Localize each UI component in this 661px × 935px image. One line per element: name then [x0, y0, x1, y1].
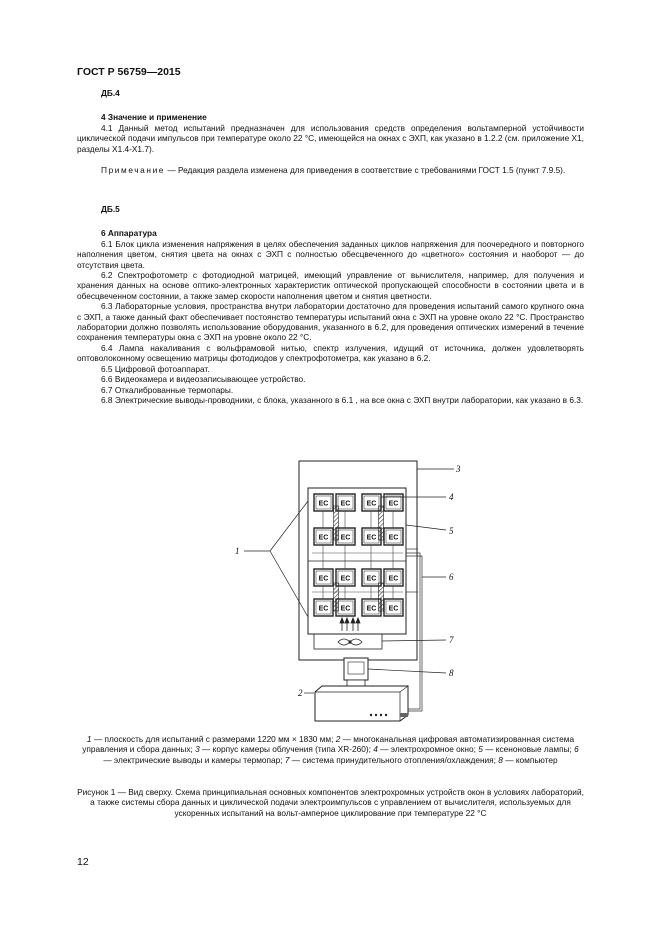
ec-window [384, 494, 403, 511]
data-acquisition-unit [315, 686, 408, 721]
ec-label: EC [366, 605, 377, 613]
ec-label: EC [340, 605, 351, 613]
callout-4: 4 [449, 492, 454, 502]
ec-label: EC [340, 575, 351, 583]
section-db4 [77, 88, 584, 175]
ec-label: EC [340, 534, 351, 542]
ec-label: EC [318, 605, 329, 613]
ec-label: EC [318, 534, 329, 542]
callout-8: 8 [449, 668, 454, 678]
ec-window [336, 528, 355, 545]
paragraph: 4.1 Данный метод испытаний предназначен для использования средств определения вольтамперной устойчивости циклической подачи импульсов при температуре около 22 °С, имеющейся на окнах с ЭХП, как указано в 1.2.2 (см. приложение X1, разделы X1.4-X1.7). [77, 122, 584, 154]
ec-window [362, 528, 381, 545]
section-code: ДБ.4 [101, 88, 120, 98]
legend-text: — корпус камеры облучения (типа XR-260); [199, 744, 374, 755]
ec-label: EC [340, 500, 351, 508]
figure-legend [77, 734, 584, 765]
paragraph-6-7: 6.7 Откалиброванные термопары. [101, 384, 234, 395]
note [77, 165, 584, 175]
paragraph-6-1: 6.1 Блок цикла изменения напряжения в целях обеспечения заданных циклов напряжения для поочередного и повторного наполнения цветом, снятия цвета на окнах с ЭХП с полностью обесцвеченного до «цветного» состояния и наоборот — до отсутствия цвета. [77, 238, 584, 270]
ec-window [336, 599, 355, 616]
paragraph-6-8: 6.8 Электрические выводы-проводники, с блока, указанного в 6.1 , на все окна с ЭХП внутри лаборатории, как указано в 6.3. [101, 394, 584, 405]
section-heading: 6 Аппаратура [101, 228, 157, 239]
ec-label: EC [388, 534, 399, 542]
ec-window [314, 599, 333, 616]
airflow-arrows [340, 618, 360, 631]
legend-text: — система принудительного отопления/охлаждения; [289, 754, 499, 765]
legend-text: — многоканальная цифровая автоматизированная система управления и сбора данных; [82, 734, 575, 755]
legend-text: — электрохромное окно; [377, 744, 479, 755]
ec-label: EC [388, 500, 399, 508]
page-number: 12 [77, 856, 89, 868]
legend-num: 5 [478, 744, 483, 755]
ec-window [314, 494, 333, 511]
paragraph-6-6: 6.6 Видеокамера и видеозаписывающее устройство. [101, 374, 306, 385]
legend-num: 7 [284, 754, 290, 765]
note-text: — Редакция раздела изменена для приведения в соответствие с требованиями ГОСТ 1.5 (пункт 7.9.5). [165, 165, 566, 176]
page-header: ГОСТ Р 56759—2015 [77, 66, 181, 78]
legend-num: 6 [574, 744, 579, 755]
callout-3: 3 [456, 464, 461, 474]
callout-6: 6 [449, 572, 454, 582]
legend-text: — ксеноновые лампы; [482, 744, 575, 755]
legend-num: 8 [498, 754, 503, 765]
ec-window [336, 569, 355, 586]
callout-5: 5 [449, 526, 454, 536]
ec-window [314, 569, 333, 586]
ec-label: EC [318, 500, 329, 508]
ec-window-grid [314, 494, 403, 616]
callout-1: 1 [235, 546, 240, 556]
xenon-lamps [334, 506, 384, 611]
ec-label: EC [318, 575, 329, 583]
figure-caption: Рисунок 1 — Вид сверху. Схема принципиальная основных компонентов электрохромных устройств окон в условиях лабораторий, а также системы сбора данных и циклической подачи электроимпульсов с управлением от вычислителя, используемых для ускоренных испытаний на вольт-амперное циклирование при температуре 22 °С [77, 787, 584, 818]
ec-window [384, 599, 403, 616]
legend-text: — плоскость для испытаний с размерами 1220 мм × 1830 мм; [91, 734, 336, 744]
legend-num: 2 [335, 734, 341, 744]
paragraph-6-4: 6.4 Лампа накаливания с вольфрамовой нитью, спектр излучения, идущий от источника, должен удовлетворять оптоволоконному освещению матрицы фотодиодов у спектрофотометра, как указано в 6.2. [77, 342, 584, 364]
callout-7: 7 [449, 635, 454, 645]
legend-num: 1 [86, 734, 92, 744]
paragraph-6-2: 6.2 Спектрофотометр с фотодиодной матрицей, имеющий управление от вычислителя, например, для получения и хранения данных на основе оптико-электронных характеристик оптической пропускающей способности в состоянии цвета и в обесцвеченном состоянии, а также замер скорости наполнения цветом и снятия цветности. [77, 270, 584, 301]
ec-label: EC [366, 575, 377, 583]
section-heading: 4 Значение и применение [101, 112, 207, 123]
legend-num: 3 [195, 744, 200, 755]
ec-window [362, 569, 381, 586]
legend-text: — электрические выводы и камеры термопар; [103, 754, 285, 765]
section-code: ДБ.5 [101, 204, 120, 214]
ec-label: EC [388, 605, 399, 613]
callout-2: 2 [298, 688, 303, 698]
legend-text: — компьютер [502, 754, 558, 765]
ec-window [314, 528, 333, 545]
paragraph-6-5: 6.5 Цифровой фотоаппарат. [101, 363, 210, 374]
ec-window [384, 528, 403, 545]
note-label: Примечание [101, 165, 166, 176]
section-db5 [77, 204, 584, 405]
paragraph-6-3: 6.3 Лабораторные условия, пространства внутри лаборатории достаточно для проведения испытаний самого крупного окна с ЭХП, а также данный факт обеспечивает постоянство температуры испытаний окна с ЭХП на уровне около 22 °С. Пространство лаборатории должно позволять использование оборудования, указанного в 6.2, для проведения оптических измерений в течение сохранения температуры окна с ЭХП на уровне около 22 °С. [77, 301, 584, 343]
legend-num: 4 [373, 744, 378, 755]
ec-label: EC [366, 534, 377, 542]
ec-label: EC [388, 575, 399, 583]
heating-cooling-unit [314, 634, 382, 649]
ec-window [362, 494, 381, 511]
fan-icon [338, 639, 362, 645]
computer-monitor [341, 658, 371, 686]
ec-window [362, 599, 381, 616]
ec-window [336, 494, 355, 511]
figure-diagram [220, 457, 480, 729]
ec-window [384, 569, 403, 586]
ec-label: EC [366, 500, 377, 508]
